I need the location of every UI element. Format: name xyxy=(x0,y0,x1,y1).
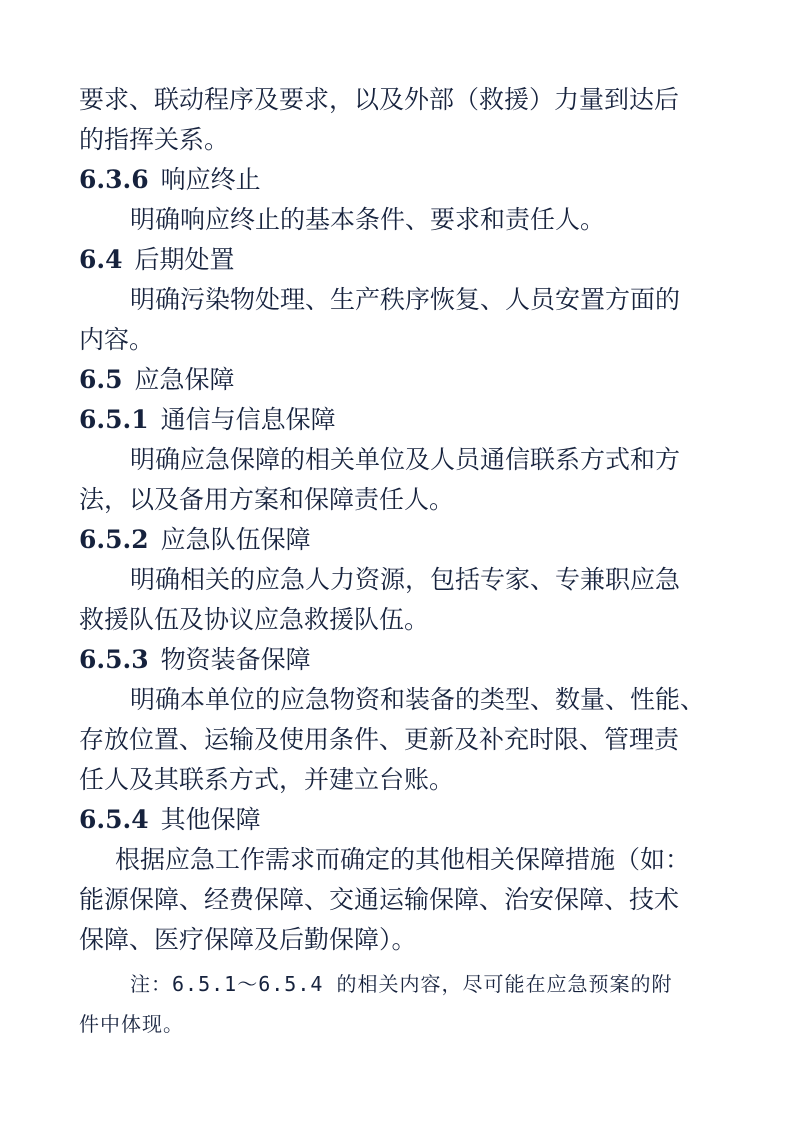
section-title: 通信与信息保障 xyxy=(160,405,336,434)
section-heading-6-5-1 xyxy=(79,404,336,436)
paragraph-line: 能源保障、经费保障、交通运输保障、治安保障、技术 xyxy=(79,885,680,914)
section-heading-6-3-6 xyxy=(79,164,261,196)
paragraph-line: 明确相关的应急人力资源，包括专家、专兼职应急 xyxy=(130,565,681,594)
paragraph-line: 救援队伍及协议应急救援队伍。 xyxy=(79,605,430,634)
paragraph-line: 保障、医疗保障及后勤保障）。 xyxy=(79,925,417,954)
paragraph-line: 明确本单位的应急物资和装备的类型、数量、性能、 xyxy=(130,685,706,714)
section-title: 其他保障 xyxy=(160,805,261,834)
section-title: 应急队伍保障 xyxy=(160,525,311,554)
section-title: 物资装备保障 xyxy=(160,645,311,674)
paragraph-line: 内容。 xyxy=(79,325,155,354)
section-title: 后期处置 xyxy=(134,245,235,274)
section-number: 6.5.3 xyxy=(79,645,149,674)
section-number: 6.5.1 xyxy=(79,405,149,434)
paragraph-line: 要求、联动程序及要求，以及外部（救援）力量到达后 xyxy=(79,85,680,114)
section-heading-6-5-2 xyxy=(79,524,311,556)
section-title: 应急保障 xyxy=(134,365,235,394)
note-line: 注：6.5.1～6.5.4 的相关内容，尽可能在应急预案的附 xyxy=(130,972,673,996)
section-number: 6.4 xyxy=(79,245,123,274)
section-number: 6.3.6 xyxy=(79,165,149,194)
paragraph-line: 明确污染物处理、生产秩序恢复、人员安置方面的 xyxy=(130,285,681,314)
note-line: 件中体现。 xyxy=(79,1012,184,1036)
paragraph-line: 明确应急保障的相关单位及人员通信联系方式和方 xyxy=(130,445,681,474)
section-heading-6-5-3 xyxy=(79,644,311,676)
section-heading-6-5 xyxy=(79,364,235,396)
paragraph-line: 的指挥关系。 xyxy=(79,125,230,154)
paragraph-line: 任人及其联系方式，并建立台账。 xyxy=(79,765,455,794)
paragraph-line: 存放位置、运输及使用条件、更新及补充时限、管理责 xyxy=(79,725,680,754)
paragraph-line: 明确响应终止的基本条件、要求和责任人。 xyxy=(130,205,606,234)
paragraph-line: 法，以及备用方案和保障责任人。 xyxy=(79,485,455,514)
section-heading-6-4 xyxy=(79,244,235,276)
section-number: 6.5.2 xyxy=(79,525,149,554)
section-number: 6.5.4 xyxy=(79,805,149,834)
section-heading-6-5-4 xyxy=(79,804,261,836)
section-title: 响应终止 xyxy=(160,165,261,194)
section-number: 6.5 xyxy=(79,365,123,394)
paragraph-line: 根据应急工作需求而确定的其他相关保障措施（如： xyxy=(115,845,691,874)
